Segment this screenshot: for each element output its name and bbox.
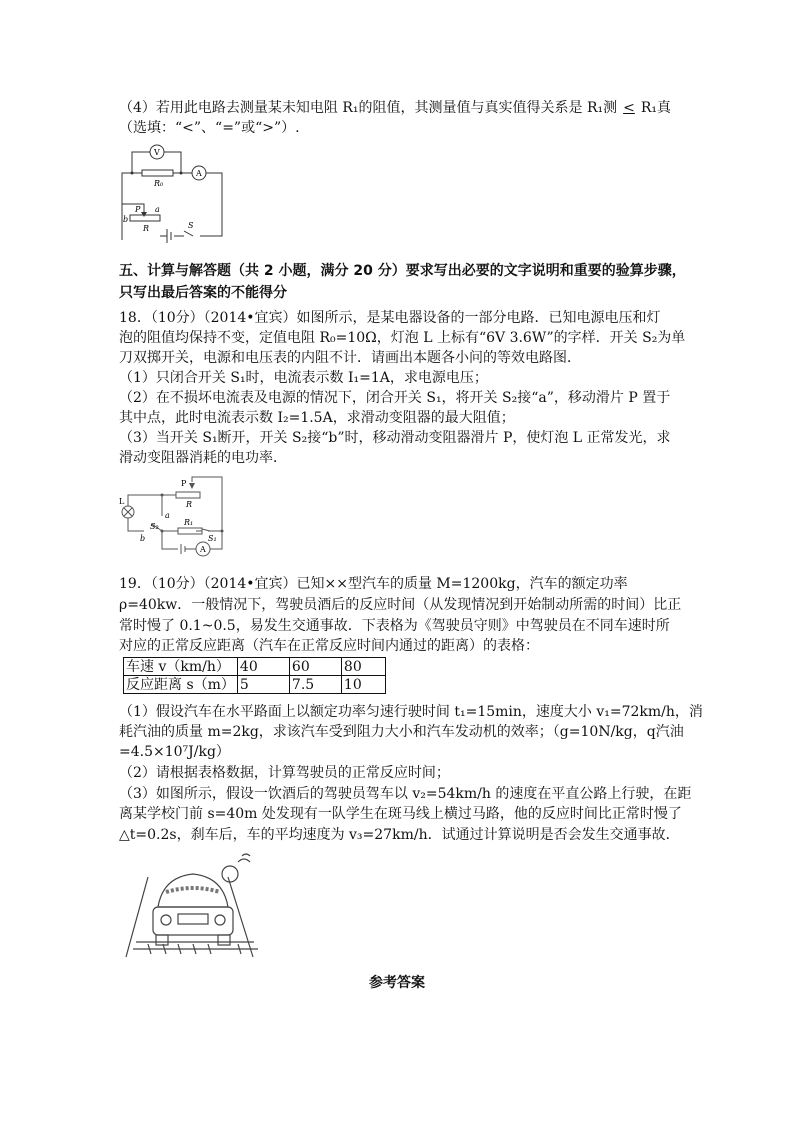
p-label: P bbox=[135, 205, 141, 214]
a-label: a bbox=[165, 511, 170, 520]
r0-label: R₀ bbox=[154, 179, 164, 188]
a-label: a bbox=[155, 205, 160, 214]
ammeter-label: A bbox=[200, 545, 206, 554]
car-crosswalk-illustration bbox=[118, 852, 268, 962]
r-label: R bbox=[143, 224, 150, 233]
table-row bbox=[124, 658, 386, 676]
q17-part4-line2: （选填：“<”、“=”或“>”）. bbox=[119, 120, 300, 136]
q19-part-line: （1）假设汽车在水平路面上以额定功率匀速行驶时间 t₁=15min，速度大小 v₁=72km/h，消 bbox=[119, 704, 703, 720]
answer-blank: < bbox=[623, 100, 635, 116]
q17-part4-text: （4）若用此电路去测量某未知电阻 R₁的阻值，其测量值与真实值得关系是 R₁测 bbox=[119, 100, 618, 116]
q18-line: 滑动变阻器消耗的电功率． bbox=[119, 450, 287, 466]
q19-line: 对应的正常反应距离（汽车在正常反应时间内通过的距离）的表格： bbox=[119, 638, 539, 654]
s2-label: S₂ bbox=[150, 522, 159, 531]
q19-part-line: △t=0.2s，刹车后，车的平均速度为 v₃=27km/h．试通过计算说明是否会发生交通事故． bbox=[119, 827, 680, 843]
table-row bbox=[124, 676, 386, 694]
p-label: P bbox=[181, 479, 187, 488]
q19-part-line: =4.5×10⁷J/kg） bbox=[119, 744, 230, 760]
q18-line: （3）当开关 S₁断开，开关 S₂接“b”时，移动滑动变阻器滑片 P，使灯泡 L 正常发光，求 bbox=[119, 430, 671, 446]
q19-part-line: 离某学校门前 s=40m 处发现有一队学生在斑马线上横过马路，他的反应时间比正常时慢了 bbox=[119, 806, 682, 822]
q19-line: 常时慢了 0.1~0.5，易发生交通事故．下表格为《驾驶员守则》中驾驶员在不同车速时所 bbox=[119, 618, 670, 634]
q17-part4-line1 bbox=[119, 98, 671, 118]
r1-label: R₁ bbox=[184, 518, 194, 527]
q18-line: 刀双掷开关，电源和电压表的内阻不计．请画出本题各小问的等效电路图． bbox=[119, 350, 581, 366]
q18-line: （1）只闭合开关 S₁时，电流表示数 I₁=1A，求电源电压； bbox=[119, 370, 488, 386]
table-cell: 7.5 bbox=[289, 676, 341, 694]
q19-part-line: 耗汽油的质量 m=2kg，求该汽车受到阻力大小和汽车发动机的效率；（g=10N/kg，q汽油 bbox=[119, 724, 684, 740]
circuit-diagram-2 bbox=[118, 474, 228, 562]
table-cell: 车速 v（km/h） bbox=[124, 658, 238, 676]
q17-part4-suffix: R₁真 bbox=[640, 100, 672, 116]
section-heading-line2: 只写出最后答案的不能得分 bbox=[119, 285, 287, 301]
r-label: R bbox=[186, 500, 193, 509]
circuit-diagram-1 bbox=[118, 140, 228, 246]
q18-line: 18．（10分）（2014•宜宾）如图所示，是某电器设备的一部分电路．已知电源电压和灯 bbox=[119, 310, 661, 326]
ammeter-label: A bbox=[196, 169, 202, 178]
s1-label: S₁ bbox=[208, 534, 217, 543]
table-cell: 5 bbox=[237, 676, 289, 694]
table-cell: 60 bbox=[289, 658, 341, 676]
reference-answer-title: 参考答案 bbox=[369, 975, 425, 991]
q19-line: 19．（10分）（2014•宜宾）已知××型汽车的质量 M=1200kg，汽车的额定功率 bbox=[119, 576, 628, 592]
q18-line: （2）在不损坏电流表及电源的情况下，闭合开关 S₁，将开关 S₂接“a”，移动滑片 P 置于 bbox=[119, 390, 671, 406]
voltmeter-label: V bbox=[154, 148, 160, 157]
q18-line: 泡的阻值均保持不变，定值电阻 R₀=10Ω，灯泡 L 上标有“6V 3.6W”的字样．开关 S₂为单 bbox=[119, 330, 686, 346]
reaction-distance-table bbox=[123, 657, 386, 694]
b-label: b bbox=[140, 534, 146, 543]
section-heading-line1: 五、计算与解答题（共 2 小题，满分 20 分）要求写出必要的文字说明和重要的验算步骤， bbox=[119, 263, 686, 279]
b-label: b bbox=[123, 215, 129, 224]
table-cell: 反应距离 s（m） bbox=[124, 676, 238, 694]
table-cell: 10 bbox=[341, 676, 385, 694]
table-cell: 40 bbox=[237, 658, 289, 676]
q19-part-line: （2）请根据表格数据，计算驾驶员的正常反应时间； bbox=[119, 765, 450, 781]
q18-line: 其中点，此时电流表示数 I₂=1.5A，求滑动变阻器的最大阻值； bbox=[119, 410, 515, 426]
q19-part-line: （3）如图所示，假设一饮酒后的驾驶员驾车以 v₂=54km/h 的速度在平直公路上行驶，在距 bbox=[119, 786, 692, 802]
q19-line: ρ=40kw．一般情况下，驾驶员酒后的反应时间（从发现情况到开始制动所需的时间）比正 bbox=[119, 597, 682, 613]
s-label: S bbox=[188, 221, 194, 230]
l-label: L bbox=[119, 497, 125, 506]
table-cell: 80 bbox=[341, 658, 385, 676]
